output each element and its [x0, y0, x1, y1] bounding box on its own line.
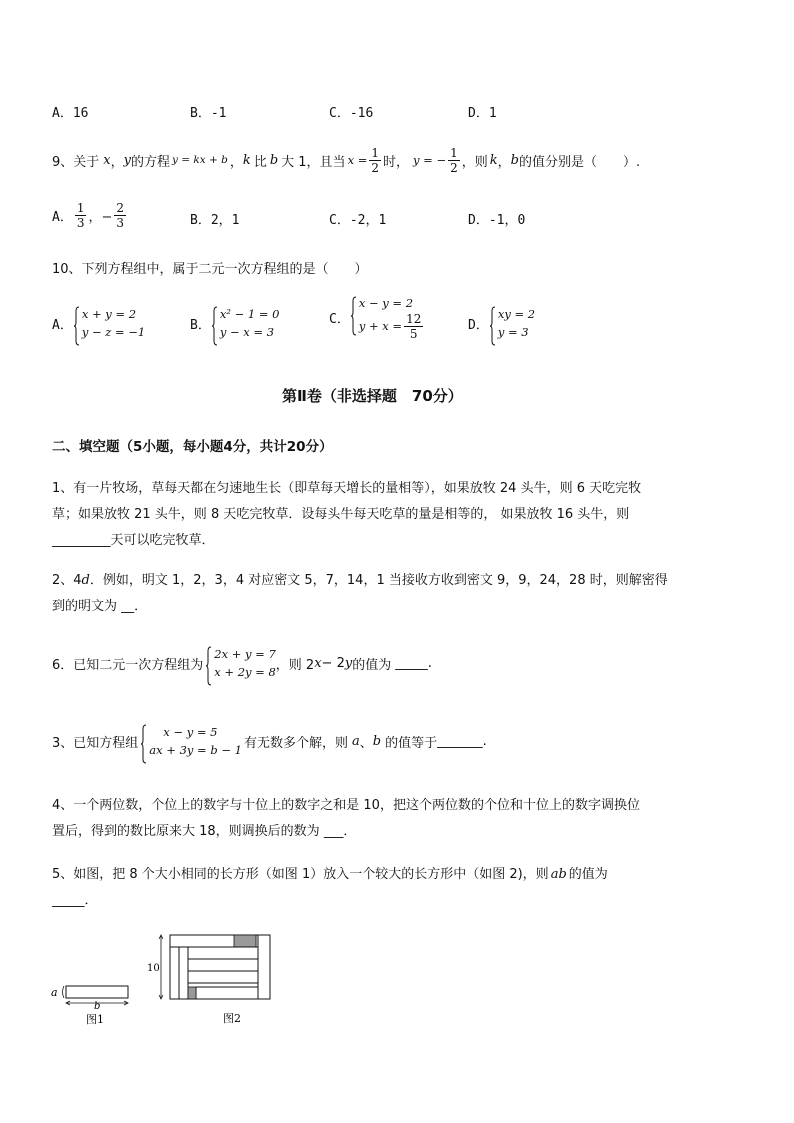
fill-q4-line2-wrap [52, 819, 640, 845]
q9-sep3: ， [497, 154, 511, 170]
fill-q2-end: ． [134, 599, 148, 614]
question-9 [52, 143, 640, 177]
fill-q1-line1: 1、有一片牧场，草每天都在匀速地生长（即草每天增长的量相等），如果放牧 24 头牛，则 6 天吃完牧 [52, 481, 642, 496]
fill-q1-line2: 草；如果放牧 21 头牛，则 8 天吃完牧草．设每头牛每天吃草的量是相等的， 如果放牧 16 头牛，则 [52, 507, 630, 522]
fill-q5-var-ab: ab [550, 867, 567, 882]
q10-c-frac-num: 12 [406, 311, 422, 326]
figure-1 [51, 986, 128, 1026]
q9-var-b2: b [510, 152, 519, 168]
q9-text6: 的值分别是（ ）. [518, 154, 641, 170]
q10-b-row1: x² − 1 = 0 [219, 307, 280, 321]
fill-q6-blank: _____ [395, 656, 428, 672]
fill-q3-var-b: b [372, 734, 382, 750]
q9-frac2-den: 2 [450, 160, 458, 175]
brace-icon [489, 306, 496, 346]
fill-question-2 [52, 568, 668, 620]
fill-q6-system [205, 646, 276, 682]
fill-q2-var-d: d [81, 573, 90, 588]
fill-q6-row2: x + 2y = 8 [214, 664, 276, 679]
fill-q6-minus: − 2 [321, 656, 345, 672]
q9-text4: 时， [382, 154, 409, 170]
q9-frac1-den: 2 [371, 160, 379, 175]
fill-question-3 [52, 724, 487, 760]
q10-option-d-system [489, 306, 535, 342]
brace-icon [205, 646, 212, 686]
q9-option-b: B．2，1 [190, 213, 240, 228]
q9-fraction-1 [369, 147, 381, 174]
fill-q5-line1: 5、如图，把 8 个大小相同的长方形（如图 1）放入一个较大的长方形中（如图 2)，则 [52, 867, 549, 882]
q10-c-fraction [404, 313, 423, 340]
fill-q5-line1-wrap [52, 862, 608, 888]
q9-cond-y: y = − [413, 153, 447, 167]
fill-q3-row2: ax + 3y = b − 1 [149, 742, 242, 757]
fill-q6-text2: 的值为 [352, 658, 392, 674]
fill-q2-line2-wrap [52, 594, 668, 620]
fill-q5-line1-end: 的值为 [568, 867, 608, 882]
fig2-left-vert-2 [179, 947, 188, 999]
fill-q2-prefix: 2、4 [52, 573, 82, 588]
q10-option-a [52, 306, 145, 342]
q8-option-d: D．1 [468, 106, 497, 121]
q10-option-c-system [350, 296, 426, 340]
brace-icon [350, 296, 357, 336]
q9-var-y: y [123, 152, 131, 168]
fill-q3-system [140, 724, 242, 760]
q9-var-b: b [269, 152, 279, 168]
q10-option-c [329, 296, 425, 340]
fill-q5-end: ． [84, 893, 98, 908]
q9-text3: 大 1，且当 [281, 154, 346, 170]
fill-question-6 [52, 646, 432, 682]
q9-var-x: x [103, 152, 111, 168]
q9-fraction-2 [448, 147, 460, 174]
fill-q6-var-x: x [314, 656, 322, 672]
fig1-label-b: b [94, 1001, 101, 1012]
fill-q3-prefix: 3、已知方程组 [52, 736, 139, 752]
q8-option-a: A．16 [52, 106, 89, 121]
fig2-bottom-rect [196, 987, 258, 999]
q10-option-b-system [211, 306, 280, 342]
q10-a-row2: y − z = −1 [81, 324, 146, 339]
fig2-mid-row-2 [188, 959, 258, 971]
q10-option-d-label: D． [468, 318, 489, 334]
fill-q2-line1: ．例如，明文 1，2，3，4 对应密文 5，7，14，1 当接收方收到密文 9，9，24，28 时，则解密得 [89, 573, 668, 588]
figure-2 [147, 935, 270, 1025]
fill-q2-line2: 到的明文为 [52, 599, 122, 614]
q9-sep2: ， [229, 154, 243, 170]
fill-q1-line3: 天可以吃完牧草． [110, 533, 215, 548]
fill-q4-blank: ___ [323, 824, 344, 839]
q9-cond-x: x = [347, 153, 368, 167]
fig2-gap-top [234, 935, 256, 947]
q9-var-k2: k [489, 152, 498, 168]
q9-option-d: D．-1，0 [468, 213, 526, 228]
fig2-mid-row-1 [188, 947, 258, 959]
fill-q6-text: ，则 2 [275, 658, 315, 674]
q10-c-row2 [359, 313, 426, 340]
q10-c-row2-left: y + x = [358, 318, 403, 333]
q10-option-d [468, 306, 535, 342]
fig2-mid-row-3 [188, 971, 258, 983]
fill-q3-text: 有无数多个解，则 [243, 736, 348, 752]
fill-q6-prefix: 6．已知二元一次方程组为 [52, 658, 204, 674]
fill-q2-blank: __ [121, 599, 135, 614]
fig2-caption: 图2 [223, 1012, 241, 1025]
q8-option-c: C．-16 [329, 106, 374, 121]
fill-q3-row1: x − y = 5 [163, 725, 218, 739]
q9-option-a-frac1-num: 1 [76, 200, 85, 215]
q9-text5: ，则 [461, 154, 488, 170]
fill-q3-end: . [482, 734, 487, 750]
fill-question-5 [52, 862, 608, 914]
q9-option-a-frac2-num: 2 [116, 200, 125, 215]
fig2-left-vert-1 [170, 947, 179, 999]
q10-option-a-system [73, 306, 145, 342]
q9-option-a-frac2 [114, 202, 126, 229]
q10-option-b [190, 306, 279, 342]
q10-option-b-label: B． [190, 318, 211, 334]
fill-question-1 [52, 476, 641, 554]
q10-d-row1: xy = 2 [497, 307, 536, 321]
q9-frac2-num: 1 [450, 145, 458, 160]
fill-q4-line2: 置后，得到的数比原来大 18，则调换后的数为 [52, 824, 324, 839]
q10-b-row2: y − x = 3 [219, 324, 275, 339]
q10-c-row1: x − y = 2 [358, 296, 414, 310]
fill-q1-line3-wrap [52, 528, 641, 554]
fill-question-4 [52, 793, 640, 845]
q9-option-a-frac2-den: 3 [116, 215, 125, 230]
q9-option-a-frac1 [75, 202, 87, 229]
q10-option-c-label: C． [329, 312, 350, 328]
fill-in-heading: 二、填空题（5小题，每小题4分，共计20分） [52, 439, 333, 455]
fig1-caption: 图1 [86, 1013, 104, 1026]
fig2-gap-bottom [188, 987, 196, 999]
fig2-label-height: 10 [147, 963, 160, 974]
q9-sep1: ， [110, 154, 124, 170]
brace-icon [211, 306, 218, 346]
q10-d-row2: y = 3 [497, 324, 529, 339]
fill-q5-line2-wrap [52, 888, 608, 914]
q9-equation: y = kx + b [172, 154, 228, 166]
q9-option-a-frac1-den: 3 [76, 215, 85, 230]
q10-a-row1: x + y = 2 [81, 307, 137, 321]
q9-option-a-sep: ，− [88, 209, 113, 225]
fig1-label-a: a [51, 986, 58, 999]
q9-var-k: k [242, 152, 251, 168]
q9-option-a [52, 198, 128, 232]
q9-option-c: C．-2，1 [329, 213, 387, 228]
q10-option-a-label: A． [52, 318, 73, 334]
fill-q6-var-y: y [344, 656, 353, 672]
q9-text2: 比 [253, 154, 267, 170]
q8-option-b: B．-1 [190, 106, 227, 121]
fill-q3-mid: 、 [359, 736, 373, 752]
fill-q4-end: ． [343, 824, 357, 839]
fill-q6-row1: 2x + y = 7 [214, 647, 276, 661]
fill-q2-line1-wrap [52, 568, 668, 594]
brace-icon [73, 306, 80, 346]
q9-frac1-num: 1 [371, 145, 379, 160]
fill-q5-blank: _____ [52, 893, 85, 908]
brace-icon [140, 724, 147, 764]
fill-q3-var-a: a [351, 734, 360, 750]
fig2-right-vert [258, 935, 270, 999]
fig1-rectangle [66, 986, 128, 998]
q9-text1: 的方程 [131, 154, 171, 170]
fig1-a-brace [63, 986, 65, 998]
fill-q6-end: . [427, 656, 432, 672]
fill-q3-text2: 的值等于 [385, 736, 438, 752]
fill-q3-blank: _______ [437, 734, 483, 750]
q10-c-frac-den: 5 [409, 326, 418, 341]
question-10: 10、下列方程组中，属于二元一次方程组的是（ ） [52, 262, 368, 277]
fill-q4-line1: 4、一个两位数，个位上的数字与十位上的数字之和是 10，把这个两位数的个位和十位上的数字调换位 [52, 798, 640, 813]
section-2-title: 第Ⅱ卷（非选择题 70分） [282, 387, 463, 405]
q9-prefix: 9、关于 [52, 154, 100, 170]
figures [48, 930, 288, 1030]
fill-q1-blank: _________ [52, 533, 111, 548]
q9-option-a-label: A． [52, 209, 73, 225]
